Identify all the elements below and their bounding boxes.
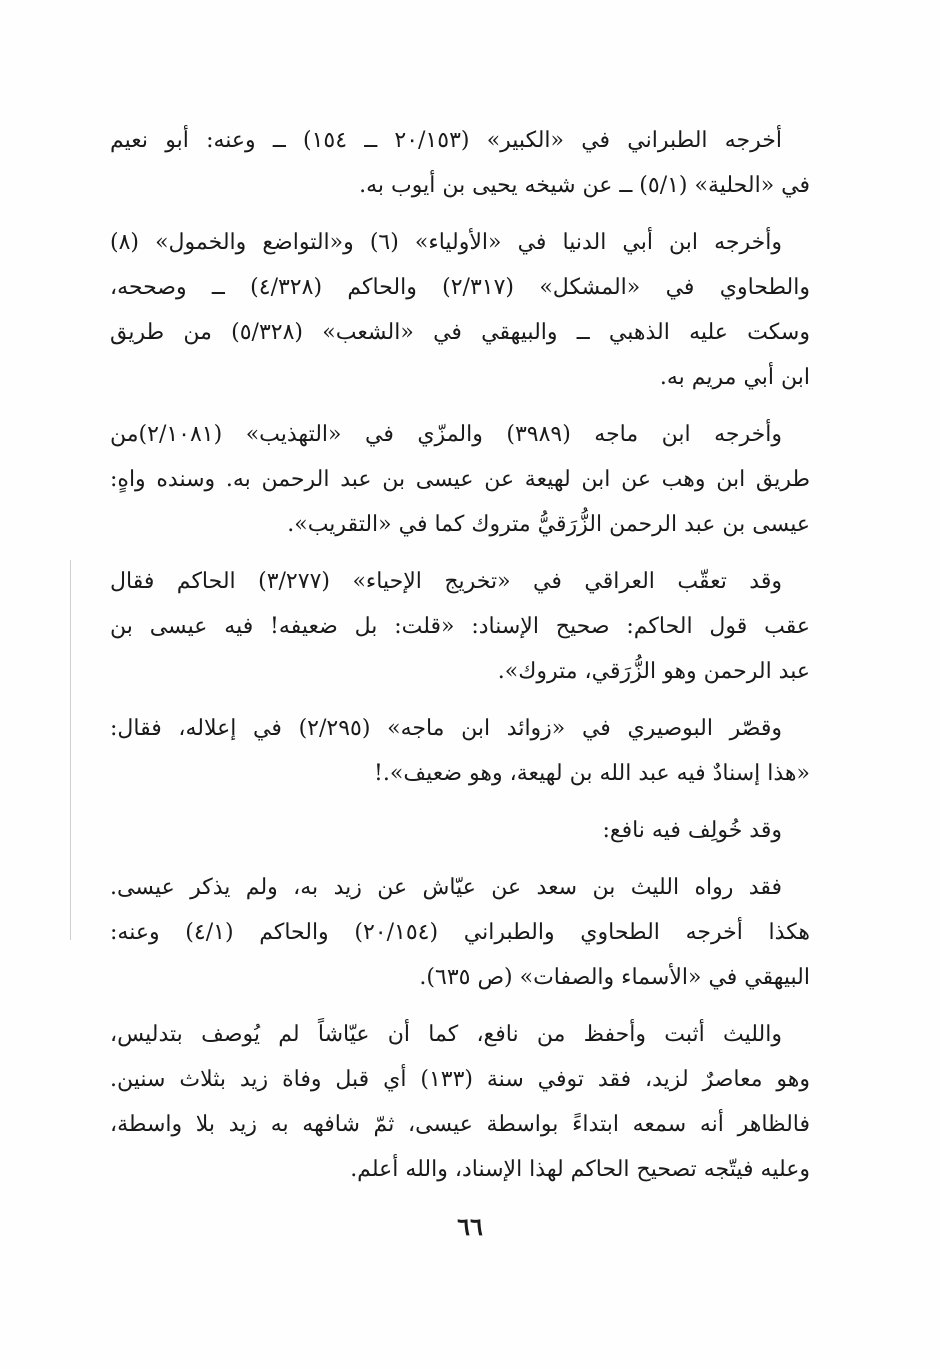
text-line: في «الحلية» (٥/١) ــ عن شيخه يحيى بن أيوب به. [359, 173, 810, 198]
body-text [110, 118, 810, 1204]
text-line: وعليه فيتّجه تصحيح الحاكم لهذا الإسناد، والله أعلم. [350, 1157, 810, 1182]
page-number: ٦٦ [457, 1212, 483, 1241]
text-line: وقد خُولِف فيه نافع: [602, 818, 782, 843]
paragraph-7 [110, 865, 810, 1000]
paragraph-2 [110, 220, 810, 400]
text-line: أخرجه الطبراني في «الكبير» (٢٠/١٥٣ ــ ١٥٤) ــ وعنه: أبو نعيم [110, 128, 782, 153]
text-line: البيهقي في «الأسماء والصفات» (ص ٦٣٥). [419, 965, 810, 990]
text-line: عقب قول الحاكم: صحيح الإسناد: «قلت: بل ضعيفه! فيه عيسى بن [110, 614, 810, 639]
text-line: وقصّر البوصيري في «زوائد ابن ماجه» (٢/٢٩٥) في إعلاله، فقال: [110, 716, 782, 741]
text-line: وأخرجه ابن ماجه (٣٩٨٩) والمزّي في «التهذيب» (٢/١٠٨١)من [110, 422, 783, 447]
text-line: ابن أبي مريم به. [659, 365, 810, 390]
text-line: وقد تعقّب العراقي في «تخريج الإحياء» (٣/٢٧٧) الحاكم فقال [110, 569, 782, 594]
paragraph-6 [110, 808, 810, 853]
text-line: طريق ابن وهب عن ابن لهيعة عن عيسى بن عبد الرحمن به. وسنده واهٍ: [110, 467, 811, 492]
paragraph-5 [110, 706, 810, 796]
text-line: عبد الرحمن وهو الزُّرَقي، متروك». [497, 659, 810, 684]
text-line: فقد رواه الليث بن سعد عن عيّاش عن زيد به، ولم يذكر عيسى. [110, 875, 782, 900]
text-line: فالظاهر أنه سمعه ابتداءً بواسطة عيسى، ثمّ شافهه به زيد بلا واسطة، [110, 1112, 810, 1137]
paragraph-4 [110, 559, 810, 694]
text-line: وسكت عليه الذهبي ــ والبيهقي في «الشعب» (٥/٣٢٨) من طريق [110, 320, 810, 345]
text-line: والليث أثبت وأحفظ من نافع، كما أن عيّاشاً لم يُوصف بتدليس، [110, 1022, 782, 1047]
text-line: «هذا إسنادٌ فيه عبد الله بن لهيعة، وهو ضعيف».! [374, 761, 810, 786]
paragraph-1 [110, 118, 810, 208]
text-line: هكذا أخرجه الطحاوي والطبراني (٢٠/١٥٤) والحاكم (٤/١) وعنه: [110, 920, 810, 945]
text-line: عيسى بن عبد الرحمن الزُّرَقيُّ متروك كما في «التقريب». [287, 512, 810, 537]
paragraph-8 [110, 1012, 810, 1192]
text-line: والطحاوي في «المشكل» (٢/٣١٧) والحاكم (٤/٣٢٨) ــ وصححه، [110, 275, 810, 300]
paragraph-3 [110, 412, 810, 547]
text-line: وهو معاصرٌ لزيد، فقد توفي سنة (١٣٣) أي قبل وفاة زيد بثلاث سنين. [110, 1067, 810, 1092]
scan-edge-mark [70, 560, 71, 940]
text-line: وأخرجه ابن أبي الدنيا في «الأولياء» (٦) و«التواضع والخمول» (٨) [110, 230, 782, 255]
